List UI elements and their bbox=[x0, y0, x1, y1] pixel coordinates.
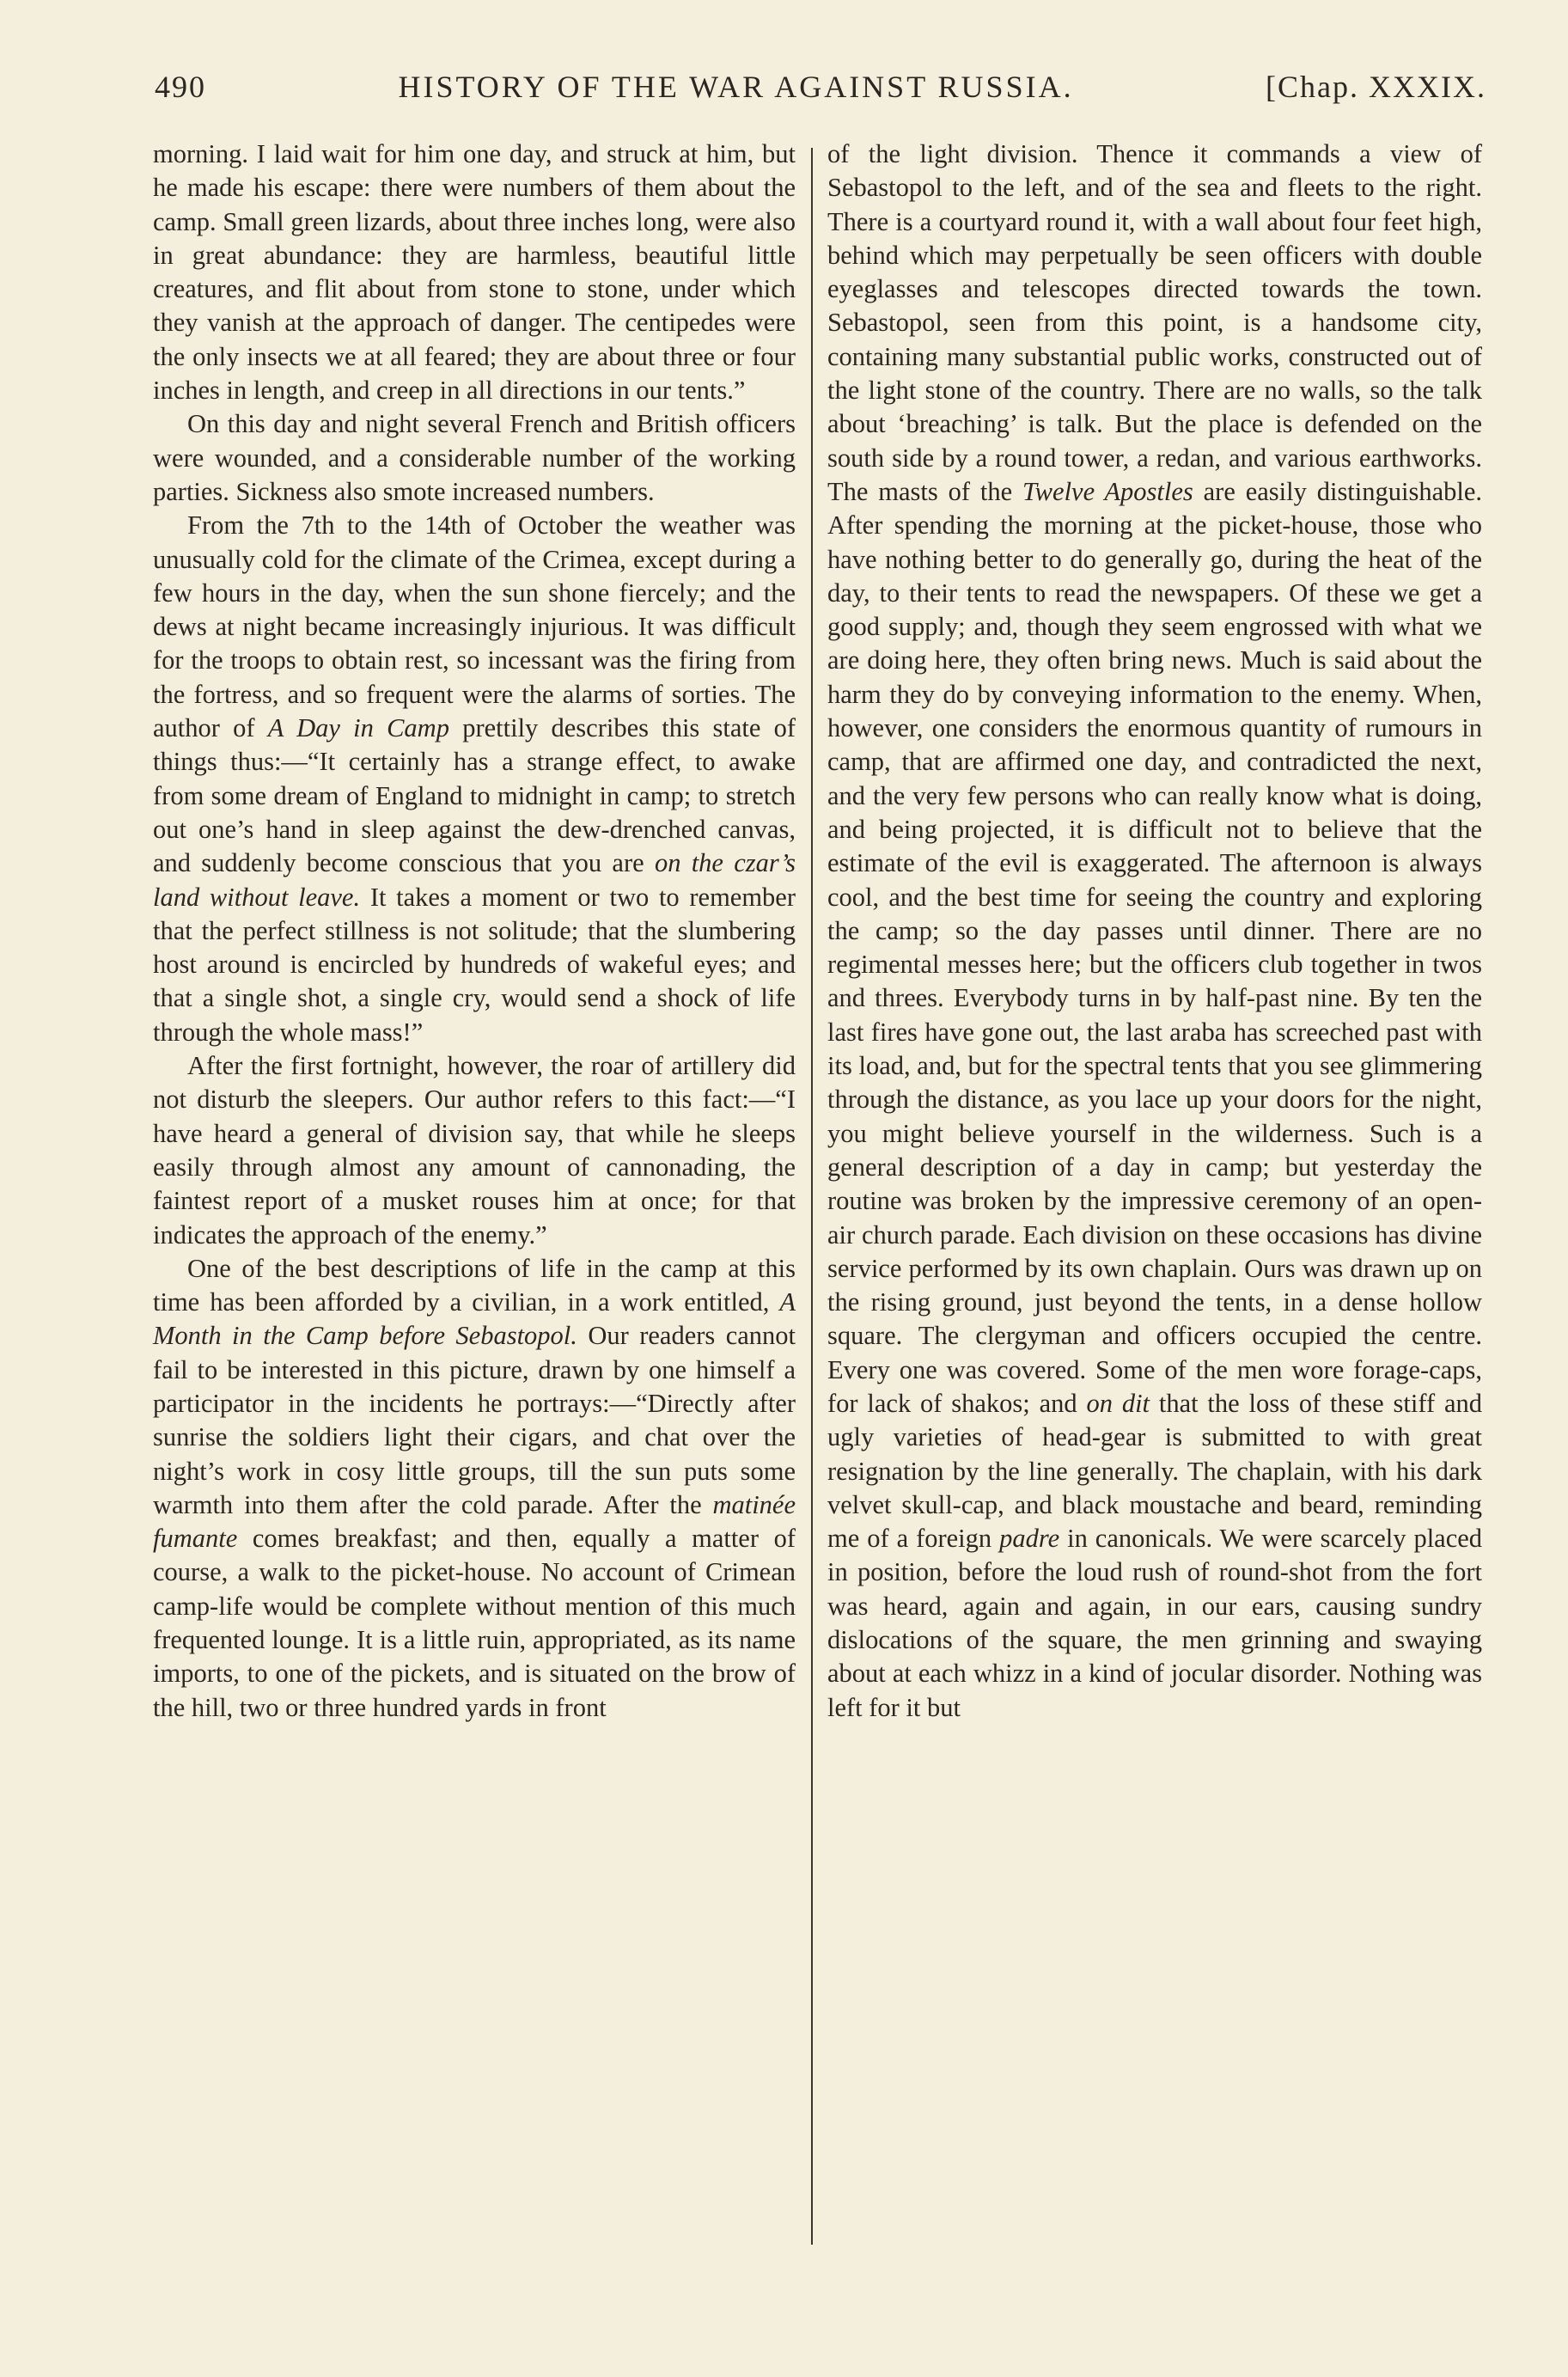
text-run: From the 7th to the 14th of October the weather was unusually cold for the climate of the Crimea, except during a few hours in the day, when the sun shone fiercely; and the dews at night became increasingly injurious. It was difficult for the troops to obtain rest, so incessant was the firing from the fortress, and so frequent were the alarms of sorties. The author of bbox=[153, 510, 796, 743]
paragraph-picket-house bbox=[827, 137, 1482, 1725]
running-header bbox=[155, 69, 1486, 129]
italic-book-title: A Day in Camp bbox=[267, 713, 449, 743]
italic-phrase: on the czar’s land without leave. bbox=[153, 848, 796, 912]
text-run: that the loss of these stiff and ugly varieties of head-gear is submitted to with great resignation by the line generally. The chaplain, with his dark velvet skull-cap, and black moustache and beard, reminding me of a foreign bbox=[827, 1388, 1483, 1554]
italic-word: padre bbox=[999, 1524, 1060, 1554]
paragraph-artillery: After the first fortnight, however, the roar of artillery did not disturb the sleepers. Our author refers to this fact:—“I have heard a general of division say, that while he sleeps easily through almost any amount of cannonading, the faintest report of a musket rouses him at once; for that indicates the approach of the enemy.” bbox=[153, 1051, 796, 1250]
left-column bbox=[153, 137, 796, 1725]
text-run: of the light division. Thence it commands a view of Sebastopol to the left, and of the sea and fleets to the right. There is a courtyard round it, with a wall about four feet high, behind which may perpetually be seen officers with double eyeglasses and telescopes directed towards the town. Sebastopol, seen from this point, is a handsome city, containing many substantial public works, constructed out of the light stone of the country. There are no walls, so the talk about ‘breaching’ is talk. But the place is defended on the south side by a round tower, a redan, and various earthworks. The masts of the bbox=[827, 139, 1482, 506]
italic-phrase: matinée fumante bbox=[153, 1489, 796, 1554]
paragraph-lizards: morning. I laid wait for him one day, and struck at him, but he made his escape: there were numbers of them about the camp. Small green lizards, about three inches long, were also in great abundance: they are harmless, beautiful little creatures, and flit about from stone to stone, under which they vanish at the approach of danger. The centipedes were the only insects we at all feared; they are about three or four inches in length, and creep in all directions in our tents.” bbox=[153, 139, 796, 406]
text-run: One of the best descriptions of life in the camp at this time has been afforded by a civilian, in a work entitled, bbox=[153, 1253, 796, 1317]
right-column bbox=[827, 137, 1482, 1725]
column-divider bbox=[811, 148, 813, 2245]
italic-book-title: A Month in the Camp before Sebastopol. bbox=[153, 1287, 796, 1351]
italic-phrase: on dit bbox=[1086, 1388, 1150, 1418]
running-title: HISTORY OF THE WAR AGAINST RUSSIA. bbox=[398, 70, 1074, 104]
page-number: 490 bbox=[155, 70, 206, 104]
paragraph-weather bbox=[153, 509, 796, 1049]
paragraph-camp-life bbox=[153, 1252, 796, 1725]
paragraph-casualties: On this day and night several French and British officers were wounded, and a considerable number of the working parties. Sickness also smote increased numbers. bbox=[153, 409, 796, 506]
italic-ship-name: Twelve Apostles bbox=[1022, 476, 1193, 506]
text-run: Our readers cannot fail to be interested in this picture, drawn by one himself a participator in the incidents he portrays:—“Directly after sunrise the soldiers light their cigars, and chat over the night’s work in cosy little groups, till the sun puts some warmth into them after the cold parade. After the bbox=[153, 1321, 796, 1519]
text-run: It takes a moment or two to remember that the perfect stillness is not solitude; that the slumbering host around is encircled by hundreds of wakeful eyes; and that a single shot, a single cry, would send a shock of life through the whole mass!” bbox=[153, 882, 796, 1047]
text-run: comes breakfast; and then, equally a matter of course, a walk to the picket-house. No account of Crimean camp-life would be complete without mention of this much frequented lounge. It is a little ruin, appropriated, as its name imports, to one of the pickets, and is situated on the brow of the hill, two or three hundred yards in front bbox=[153, 1524, 796, 1722]
text-run: prettily describes this state of things thus:—“It certainly has a strange effect, to awake from some dream of England to midnight in camp; to stretch out one’s hand in sleep against the dew-drenched canvas, and suddenly become conscious that you are bbox=[153, 713, 796, 878]
chapter-label: [Chap. XXXIX. bbox=[1266, 70, 1486, 104]
text-run: in canonicals. We were scarcely placed in position, before the loud rush of round-shot from the fort was heard, again and again, in our ears, causing sundry dislocations of the square, the men grinning and swaying about at each whizz in a kind of jocular disorder. Nothing was left for it but bbox=[827, 1524, 1483, 1722]
text-run: are easily distinguishable. After spending the morning at the picket-house, those who have nothing better to do generally go, during the heat of the day, to their tents to read the newspapers. Of these we get a good supply; and, though they seem engrossed with what we are doing here, they often bring news. Much is said about the harm they do by conveying information to the enemy. When, however, one considers the enormous quantity of rumours in camp, that are affirmed one day, and contradicted the next, and the very few persons who can really know what is doing, and being projected, it is difficult not to believe that the estimate of the evil is exaggerated. The afternoon is always cool, and the best time for seeing the country and exploring the camp; so the day passes until dinner. There are no regimental messes here; but the officers club together in twos and threes. Everybody turns in by half-past nine. By ten the last fires have gone out, the last araba has screeched past with its load, and, but for the spectral tents that you see glimmering through the distance, as you lace up your doors for the night, you might believe yourself in the wilderness. Such is a general description of a day in camp; but yesterday the routine was broken by the impressive ceremony of an open-air church parade. Each division on these occasions has divine service performed by its own chaplain. Ours was drawn up on the rising ground, just beyond the tents, in a dense hollow square. The clergyman and officers occupied the centre. Every one was covered. Some of the men wore forage-caps, for lack of shakos; and bbox=[827, 476, 1483, 1418]
